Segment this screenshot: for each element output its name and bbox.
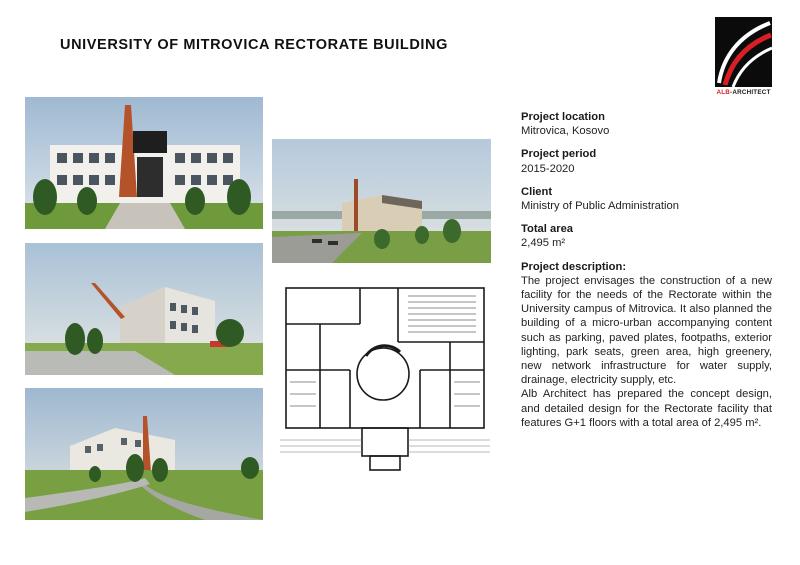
project-period-label: Project period bbox=[521, 148, 597, 161]
logo-brand-red: ALB bbox=[716, 89, 731, 96]
render-side-view bbox=[25, 243, 263, 375]
floor-plan-drawing bbox=[280, 282, 490, 495]
logo-wordmark bbox=[715, 89, 772, 96]
render-landscape-view bbox=[25, 388, 263, 520]
project-description bbox=[521, 274, 772, 430]
alb-architect-logo bbox=[715, 17, 772, 97]
project-location-label: Project location bbox=[521, 111, 605, 123]
render-aerial-view bbox=[272, 139, 491, 263]
page-title: UNIVERSITY OF MITROVICA RECTORATE BUILDING bbox=[60, 37, 448, 53]
logo-brand-rest: -ARCHITECT bbox=[730, 89, 771, 96]
logo-mark-icon bbox=[715, 17, 772, 87]
client-label: Client bbox=[521, 185, 553, 198]
project-description-label: Project description: bbox=[521, 260, 627, 273]
description-paragraph-1: The project envisages the construction of a new facility for the needs of the Rectorate within the University campus of Mitrovica. It also planned the building of a micro-urban accompanying content such as parking, paved plates, footpaths, exterior lighting, park seats, green area, high greenery, new network infrastructure for water supply, drainage, electricity supply, etc. bbox=[521, 274, 772, 387]
project-location-value: Mitrovica, Kosovo bbox=[521, 125, 610, 138]
client-value: Ministry of Public Administration bbox=[521, 200, 679, 213]
total-area-value: 2,495 m² bbox=[521, 237, 566, 250]
total-area-label: Total area bbox=[521, 223, 574, 236]
render-front-facade bbox=[25, 97, 263, 229]
project-info-panel bbox=[521, 110, 772, 430]
project-period-value: 2015-2020 bbox=[521, 162, 575, 175]
description-paragraph-2: Alb Architect has prepared the concept design, and detailed design for the Rectorate facility that features G+1 floors with a total area of 2,495 m². bbox=[521, 388, 772, 429]
